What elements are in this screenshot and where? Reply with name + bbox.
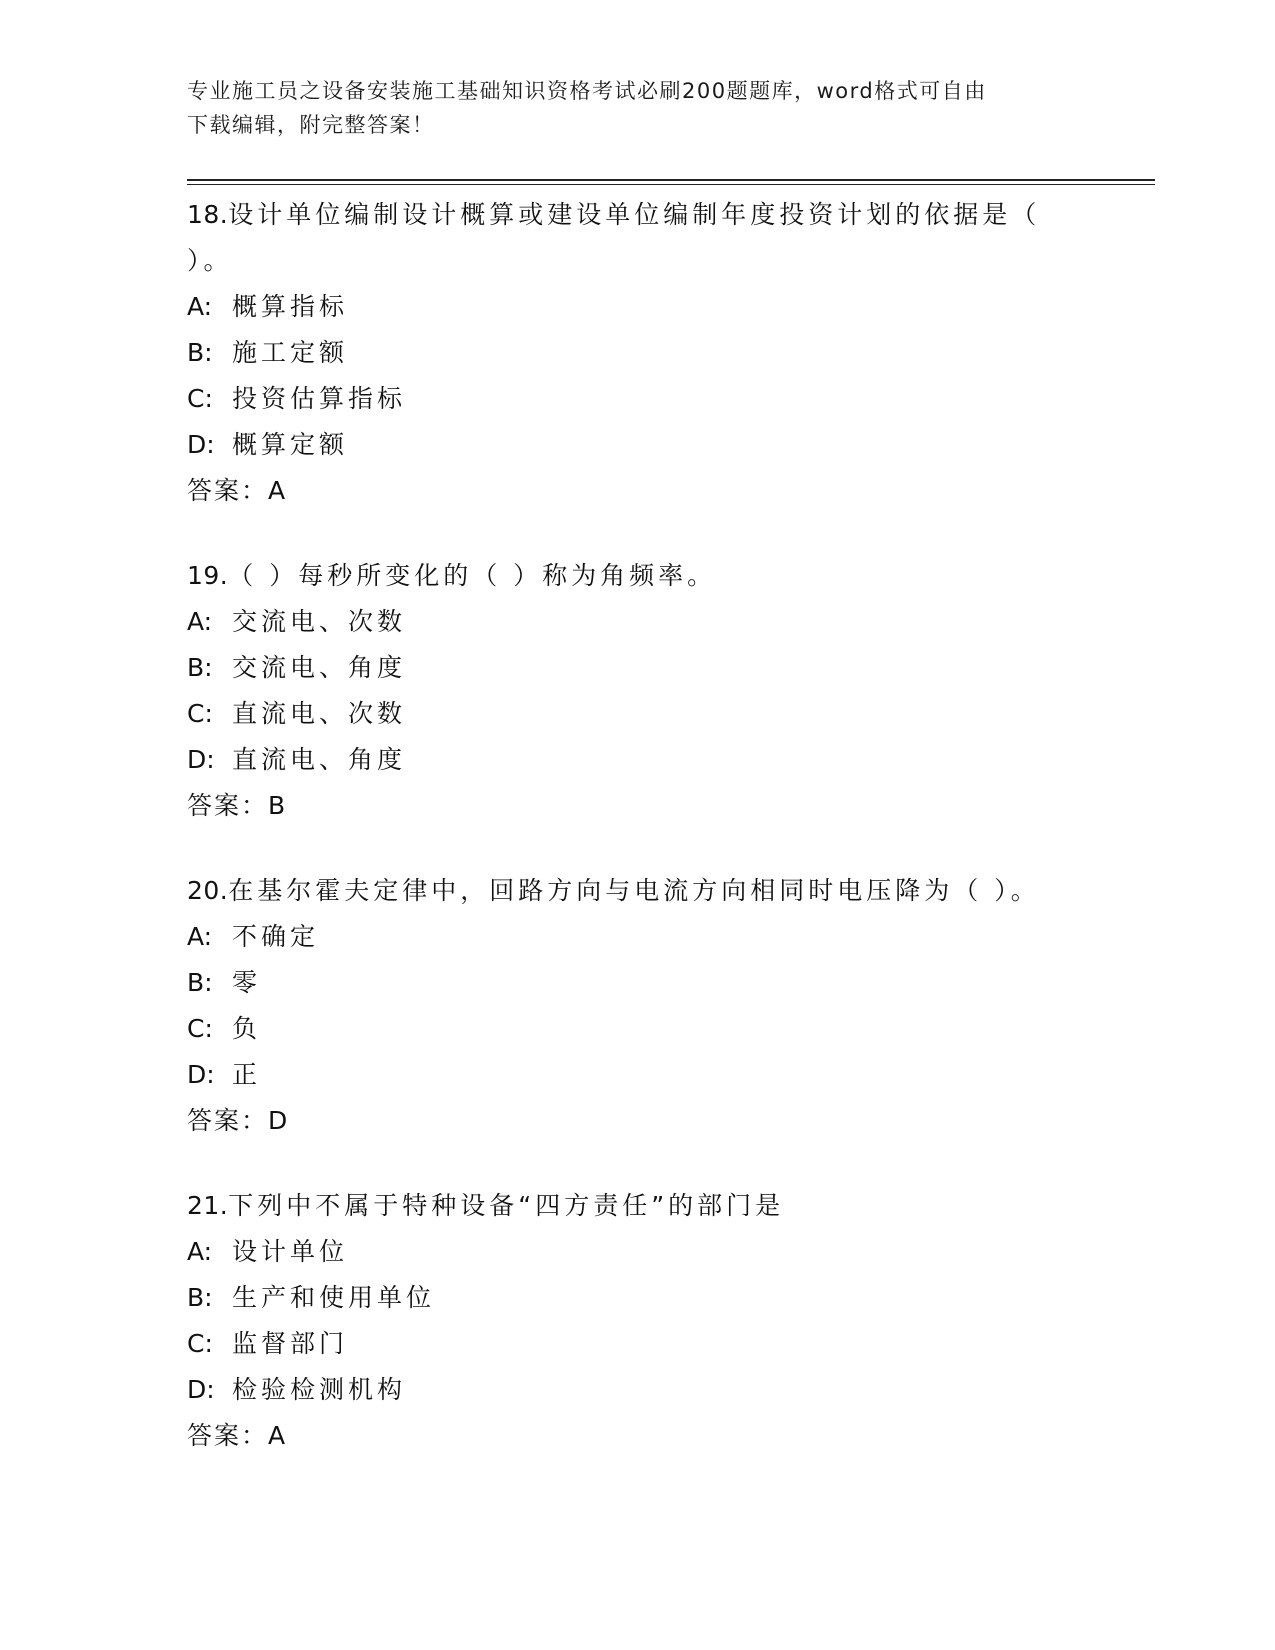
- option-text: 检验检测机构: [232, 1375, 407, 1404]
- answer-line: 答案：B: [187, 791, 288, 820]
- option-a: [187, 284, 1087, 330]
- option-letter: B:: [187, 968, 213, 997]
- option-text: 设计单位: [232, 1237, 349, 1266]
- header-line-1: 专业施工员之设备安装施工基础知识资格考试必刷200题题库，word格式可自由: [187, 79, 987, 103]
- option-a: [187, 599, 1087, 645]
- question-text-line-1: 设计单位编制设计概算或建设单位编制年度投资计划的依据是（: [228, 200, 1041, 229]
- header-line-2: 下载编辑，附完整答案！: [187, 113, 435, 137]
- option-letter: A:: [187, 1237, 213, 1266]
- option-d: [187, 422, 1087, 468]
- answer-line: 答案：A: [187, 1421, 288, 1450]
- question-21: [187, 1183, 1087, 1459]
- header-divider-thin: [187, 184, 1155, 185]
- option-letter: D:: [187, 430, 215, 459]
- header-divider-thick: [187, 179, 1155, 181]
- question-number: 21.: [187, 1191, 229, 1220]
- answer-line: 答案：D: [187, 1106, 290, 1135]
- question-20: [187, 868, 1087, 1144]
- option-letter: B:: [187, 1283, 213, 1312]
- option-letter: A:: [187, 292, 213, 321]
- option-text: 不确定: [232, 922, 320, 951]
- option-c: [187, 376, 1087, 422]
- answer-line: 答案：A: [187, 476, 288, 505]
- option-text: 概算定额: [232, 430, 349, 459]
- option-letter: D:: [187, 745, 215, 774]
- option-text: 交流电、次数: [232, 607, 407, 636]
- option-a: [187, 914, 1087, 960]
- option-letter: C:: [187, 1014, 213, 1043]
- question-text-line-1: 下列中不属于特种设备“四方责任”的部门是: [228, 1191, 785, 1220]
- option-text: 投资估算指标: [232, 384, 407, 413]
- option-text: 零: [232, 968, 262, 997]
- option-text: 监督部门: [232, 1329, 349, 1358]
- option-letter: B:: [187, 653, 213, 682]
- option-text: 施工定额: [232, 338, 349, 367]
- option-d: [187, 737, 1087, 783]
- question-text: [187, 868, 1087, 914]
- option-b: [187, 330, 1087, 376]
- question-text: [187, 553, 1087, 599]
- question-number: 18.: [187, 200, 229, 229]
- question-text-line-2: ）。: [187, 246, 233, 275]
- option-letter: A:: [187, 607, 213, 636]
- option-b: [187, 960, 1087, 1006]
- option-letter: C:: [187, 699, 213, 728]
- option-text: 正: [232, 1060, 262, 1089]
- option-d: [187, 1052, 1087, 1098]
- document-header: [187, 74, 1067, 142]
- option-b: [187, 645, 1087, 691]
- option-letter: D:: [187, 1060, 215, 1089]
- option-text: 直流电、次数: [232, 699, 407, 728]
- question-19: [187, 553, 1087, 829]
- option-letter: C:: [187, 384, 213, 413]
- option-a: [187, 1229, 1087, 1275]
- option-c: [187, 1321, 1087, 1367]
- option-text: 直流电、角度: [232, 745, 407, 774]
- option-c: [187, 1006, 1087, 1052]
- option-b: [187, 1275, 1087, 1321]
- question-text: [187, 192, 1087, 238]
- option-text: 概算指标: [232, 292, 349, 321]
- question-text-line-1: （ ）每秒所变化的（ ）称为角频率。: [228, 561, 717, 590]
- option-c: [187, 691, 1087, 737]
- option-letter: D:: [187, 1375, 215, 1404]
- option-letter: B:: [187, 338, 213, 367]
- option-text: 负: [232, 1014, 262, 1043]
- question-number: 19.: [187, 561, 229, 590]
- question-text-line-1: 在基尔霍夫定律中，回路方向与电流方向相同时电压降为（ ）。: [228, 876, 1040, 905]
- question-list: [187, 192, 1087, 1498]
- question-text: [187, 1183, 1087, 1229]
- question-number: 20.: [187, 876, 229, 905]
- option-letter: A:: [187, 922, 213, 951]
- option-text: 交流电、角度: [232, 653, 407, 682]
- question-18: [187, 192, 1087, 514]
- option-text: 生产和使用单位: [232, 1283, 436, 1312]
- option-letter: C:: [187, 1329, 213, 1358]
- option-d: [187, 1367, 1087, 1413]
